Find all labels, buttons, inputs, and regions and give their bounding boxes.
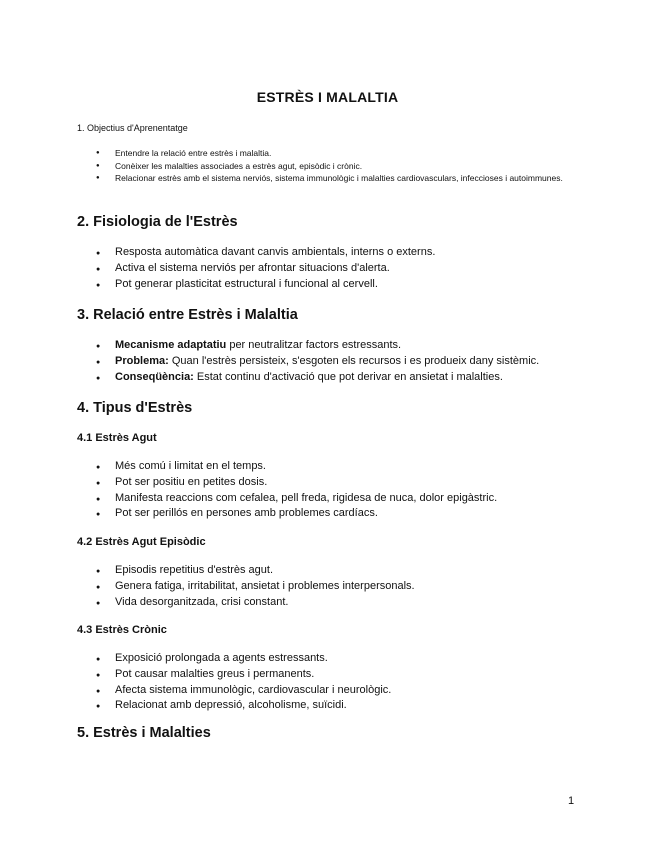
term-label: Conseqüència: — [115, 370, 194, 383]
subsection-4-3-heading: 4.3 Estrès Crònic — [77, 624, 167, 636]
subsection-4-1-heading: 4.1 Estrès Agut — [77, 432, 157, 444]
subsection-4-2-heading: 4.2 Estrès Agut Episòdic — [77, 536, 206, 548]
document-title: ESTRÈS I MALALTIA — [256, 89, 399, 105]
list-item: ● Conèixer les malalties associades a estrès agut, episòdic i crònic. — [77, 160, 577, 173]
section-2-heading: 2. Fisiologia de l'Estrès — [77, 214, 238, 230]
list-item: ● Més comú i limitat en el temps. — [77, 459, 597, 475]
list-item — [77, 354, 597, 370]
subsection-4-2-list — [77, 563, 597, 610]
list-item: ● Manifesta reaccions com cefalea, pell freda, rigidesa de nuca, dolor epigàstric. — [77, 491, 597, 507]
list-item — [77, 338, 597, 354]
section-4-heading: 4. Tipus d'Estrès — [77, 400, 193, 416]
list-item: ● Exposició prolongada a agents estressants. — [77, 651, 597, 667]
list-item: ● Entendre la relació entre estrès i malaltia. — [77, 147, 577, 160]
list-item: ● Relacionar estrès amb el sistema nerviós, sistema immunològic i malalties cardiovasculars, infeccioses i autoimmunes. — [77, 172, 577, 185]
list-item: ● Vida desorganitzada, crisi constant. — [77, 595, 597, 611]
section-5-heading: 5. Estrès i Malalties — [77, 725, 211, 741]
page-number: 1 — [568, 795, 575, 807]
list-item: ● Pot ser positiu en petites dosis. — [77, 475, 597, 491]
list-item: ● Pot causar malalties greus i permanents. — [77, 667, 597, 683]
term-text: Estat continu d'activació que pot derivar en ansietat i malalties. — [193, 370, 503, 383]
section-3-heading: 3. Relació entre Estrès i Malaltia — [77, 307, 298, 323]
subsection-4-3-list — [77, 651, 597, 714]
section-3-list — [77, 338, 597, 385]
objectives-heading: 1. Objectius d'Aprenentatge — [77, 123, 188, 133]
list-item: ● Genera fatiga, irritabilitat, ansietat i problemes interpersonals. — [77, 579, 597, 595]
section-2-list — [77, 245, 597, 292]
list-item — [77, 370, 597, 386]
term-label: Problema: — [115, 354, 169, 367]
term-text: Quan l'estrès persisteix, s'esgoten els recursos i es produeix dany sistèmic. — [168, 354, 540, 367]
term-label: Mecanisme adaptatiu — [115, 339, 227, 351]
term-text: per neutralitzar factors estressants. — [226, 339, 402, 351]
subsection-4-1-list — [77, 459, 597, 522]
list-item: ● Pot ser perillós en persones amb problemes cardíacs. — [77, 506, 597, 522]
objectives-list — [77, 147, 577, 185]
list-item: ● Relacionat amb depressió, alcoholisme, suïcidi. — [77, 698, 597, 714]
list-item: ● Pot generar plasticitat estructural i funcional al cervell. — [77, 277, 597, 293]
list-item: ● Resposta automàtica davant canvis ambientals, interns o externs. — [77, 245, 597, 261]
list-item: ● Activa el sistema nerviós per afrontar situacions d'alerta. — [77, 261, 597, 277]
list-item: ● Episodis repetitius d'estrès agut. — [77, 563, 597, 579]
list-item: ● Afecta sistema immunològic, cardiovascular i neurològic. — [77, 683, 597, 699]
